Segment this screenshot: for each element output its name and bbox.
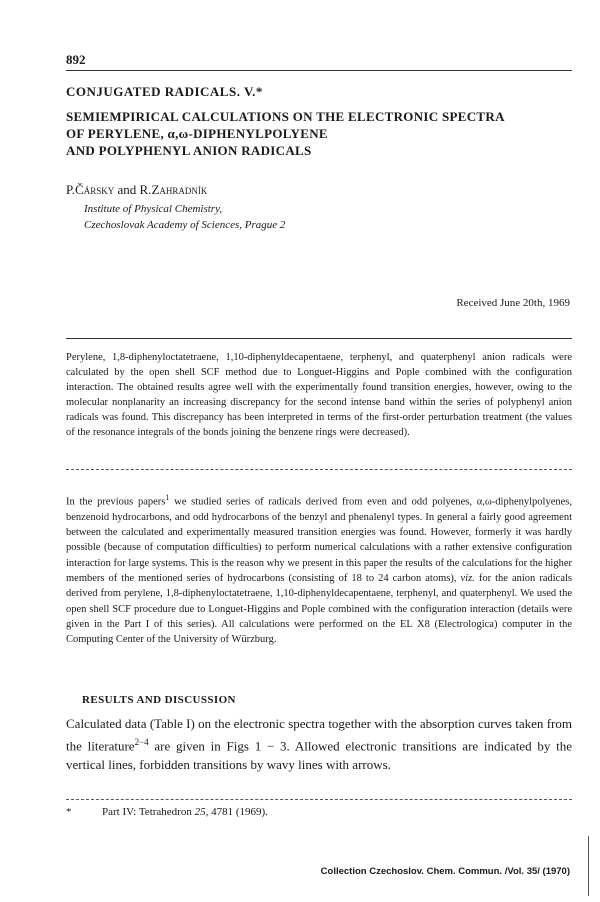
section-heading: RESULTS AND DISCUSSION [82,694,236,706]
intro-viz: viz. [460,572,475,584]
results-text: Calculated data (Table I) on the electronic spectra together with the absorption curves taken from the literature [66,716,572,754]
results-text: are given in Figs 1 − 3. Allowed electronic transitions are indicated by the vertical lines, forbidden transitions by wavy lines with arrows. [66,738,572,773]
margin-line [588,836,589,896]
title-line: AND POLYPHENYL ANION RADICALS [66,143,312,158]
title-line: SEMIEMPIRICAL CALCULATIONS ON THE ELECTRONIC SPECTRA [66,109,505,124]
abstract-top-rule [66,338,572,339]
author-initial: R. [139,182,152,197]
received-date: Received June 20th, 1969 [456,297,570,309]
author-and: and [114,182,140,197]
intro-text: for the anion radicals derived from perylene, 1,8-diphenyloctatetraene, 1,10-diphenyldecapentaene, terphenyl, and quaterphenyl. We used the open shell SCF procedure due to Longuet-Higgins and Pople combined with the configuration interaction (details were given in the Part I of this series). All calculations were performed on the EL X8 (Electrologica) computer in the Computing Center of the University of Würzburg. [66,572,572,646]
footnote-marker: * [66,806,72,818]
footnote-rule [66,799,572,800]
title-line: OF PERYLENE, α,ω-DIPHENYLPOLYENE [66,126,328,141]
abstract-bottom-rule [66,469,572,470]
affiliation-line: Institute of Physical Chemistry, [84,203,223,215]
article-title [66,108,572,159]
footnote-text: Part IV: Tetrahedron [102,806,195,818]
header-rule [66,70,572,71]
introduction-paragraph [66,490,572,647]
footnote-text: , 4781 (1969). [205,806,268,818]
footer-journal: Collection Czechoslov. Chem. Commun. /Vol. 35/ (1970) [320,866,570,877]
intro-text: In the previous papers [66,496,166,508]
footnote-volume: 25 [194,806,206,818]
author-initial: P. [66,182,76,197]
abstract: Perylene, 1,8-diphenyloctatetraene, 1,10-diphenyldecapentaene, terphenyl, and quaterphenyl anion radicals were calculated by the open shell SCF method due to Longuet-Higgins and Pople combined with the configuration interaction. The obtained results agree well with the experimentally found transition energies, however, owing to the molecular nonplanarity an increasing discrepancy for the second intense band within the series of polyphenyl anion radicals was found. This discrepancy has been interpreted in terms of the first-order perturbation treatment (the values of the resonance integrals of the bonds joining the benzene rings were decreased). [66,352,572,438]
authors [66,182,207,198]
affiliation [84,201,285,233]
author-name: Zahradník [151,182,208,197]
reference-superscript: 1 [165,493,170,502]
page-number: 892 [66,52,86,67]
affiliation-line: Czechoslovak Academy of Sciences, Prague 2 [84,219,286,231]
results-paragraph [66,714,572,774]
intro-text: we studied series of radicals derived from even and odd polyenes, α,ω-diphenylpolyenes, benzenoid hydrocarbons, and odd hydrocarbons of the benzyl and phenalenyl types. In general a fairly good agreement between the calculated and experimentally measured transition energies was found. However, formerly it was hardly possible (because of computation difficulties) to perform numerical calculations with a rather extensive configuration interaction for large systems. This is the reason why we present in this paper the results of the calculations for the higher members of the mentioned series of hydrocarbons (consisting of 18 to 24 carbon atoms), [66,496,572,584]
footnote [66,806,268,818]
reference-superscript: 2−4 [134,737,149,747]
author-name: Čársky [75,182,115,197]
series-title: CONJUGATED RADICALS. V.* [66,84,263,99]
